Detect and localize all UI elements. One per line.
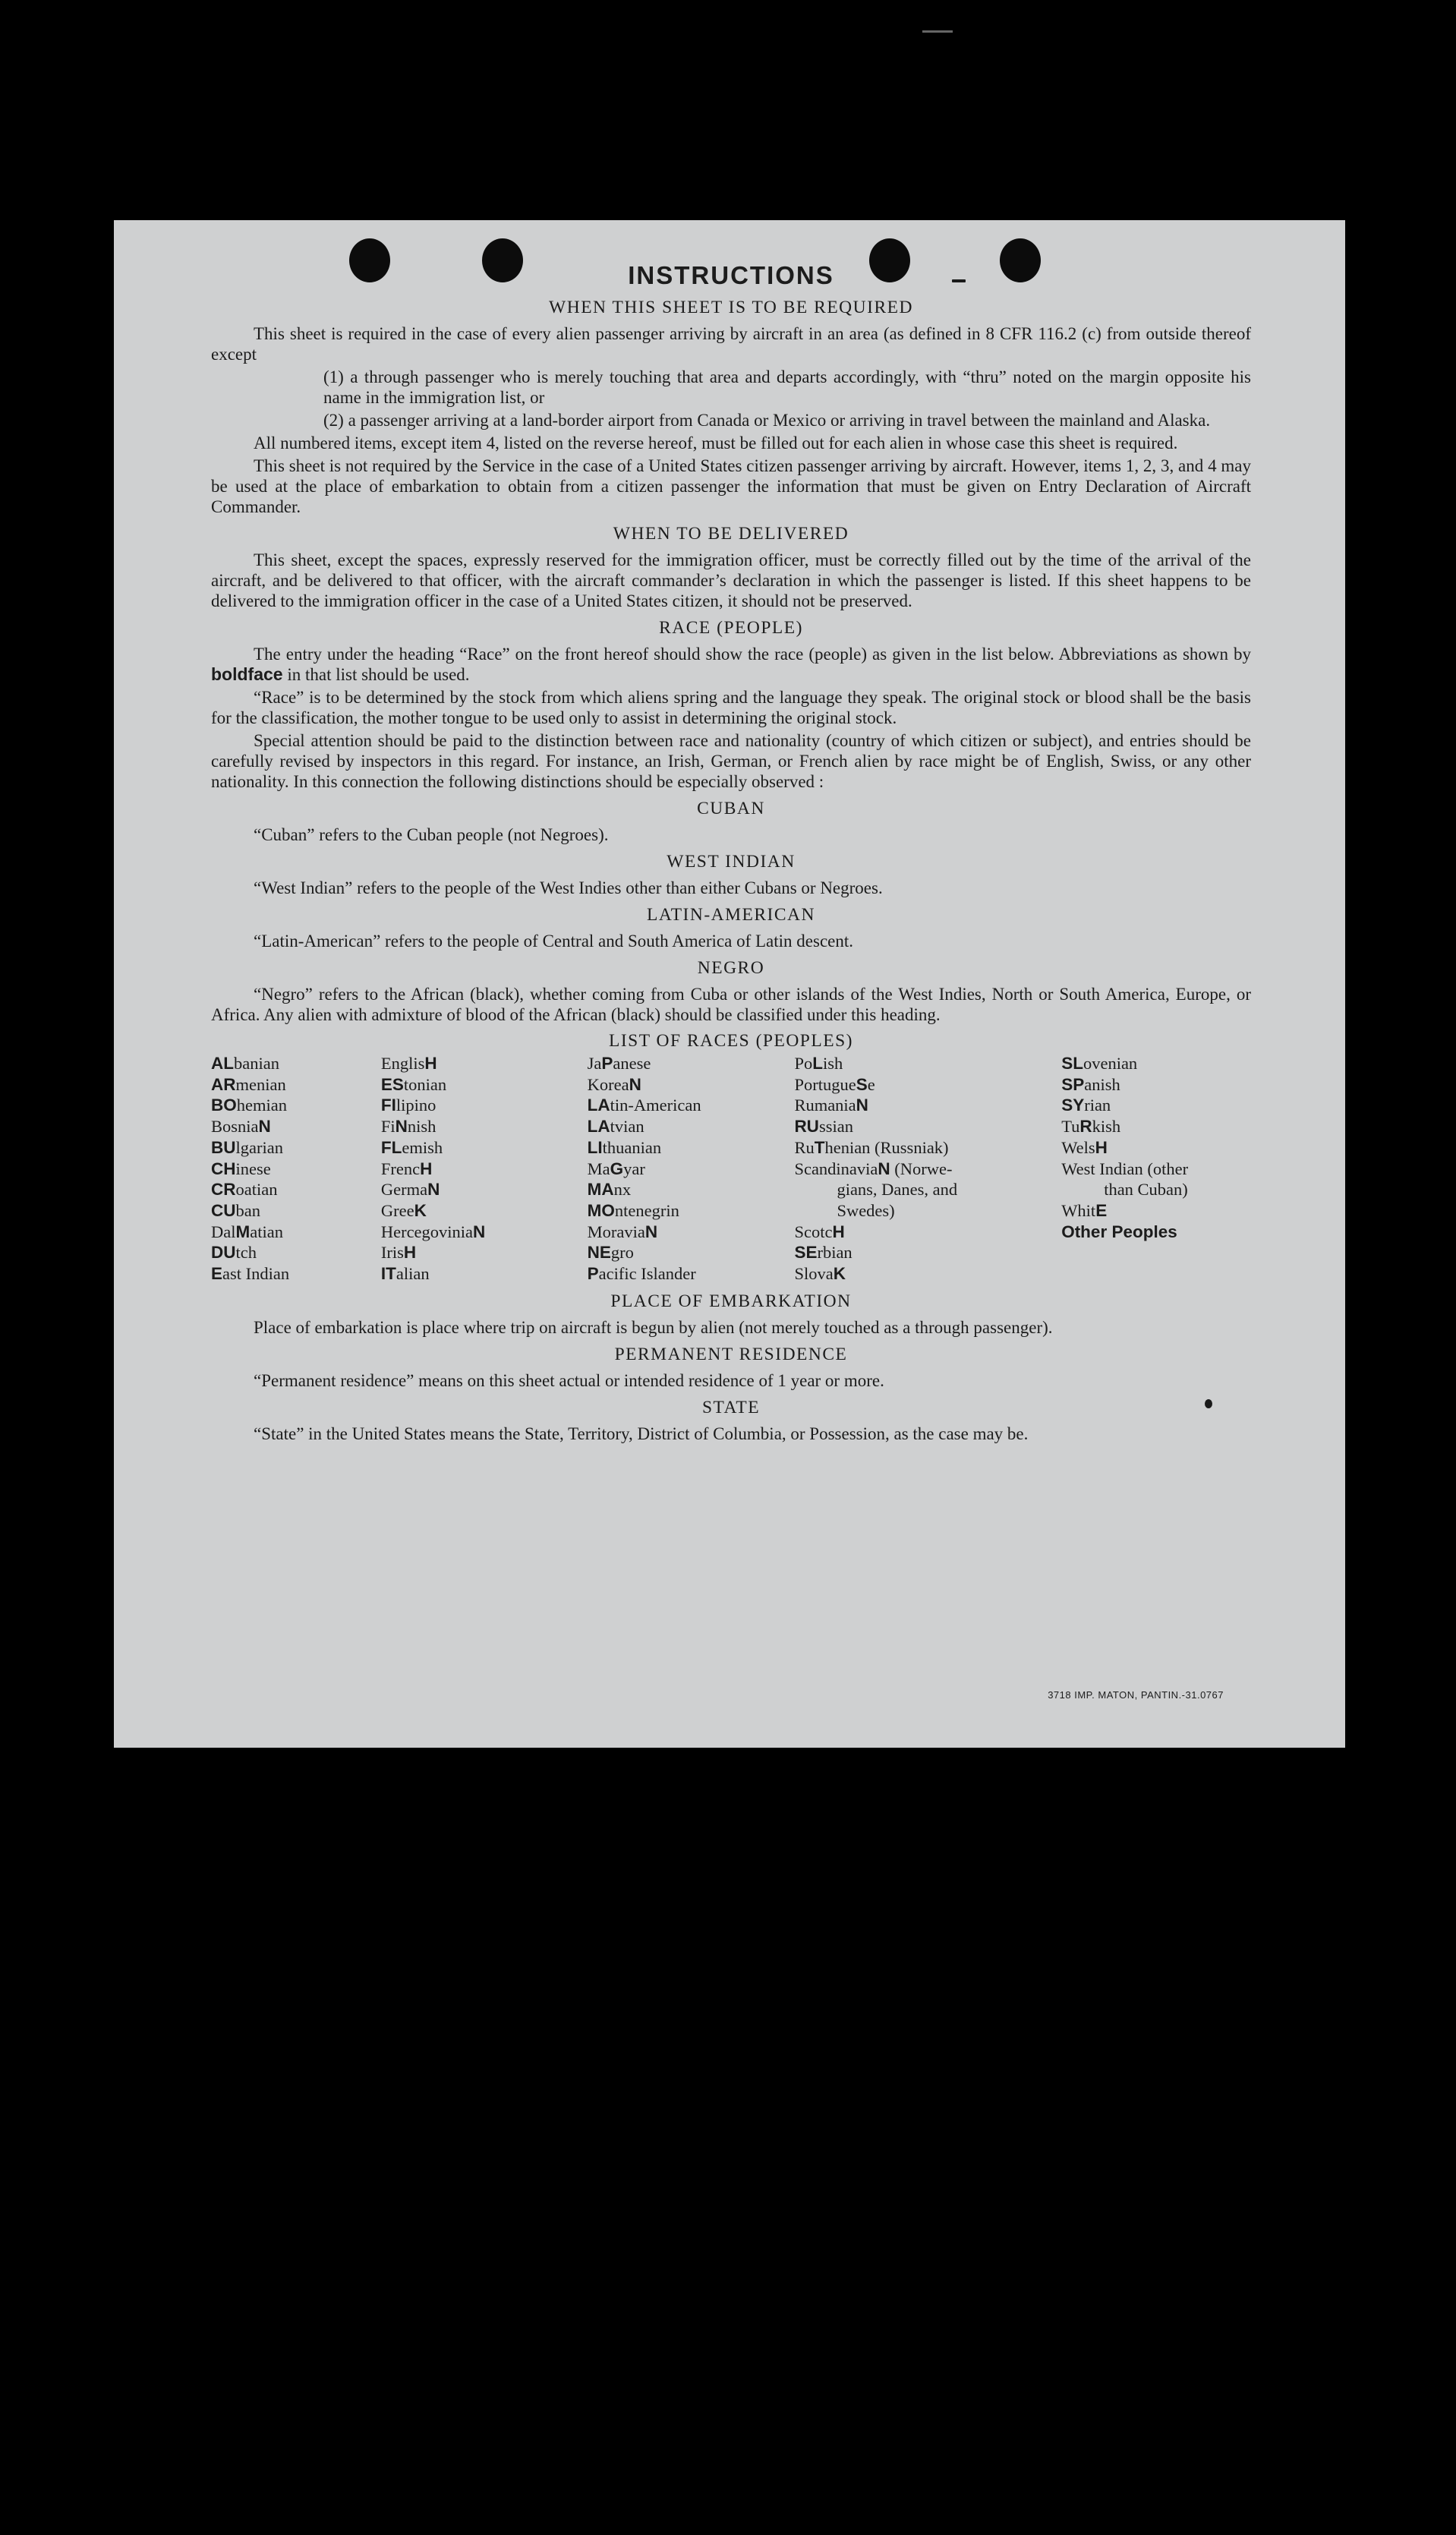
paragraph: “Negro” refers to the African (black), whether coming from Cuba or other islands of the West Indies, North or South America, Europe, or Africa. Any alien with admixture of blood of the African (black) should be classified under this heading. [211, 985, 1251, 1024]
race-entry: gians, Danes, and [837, 1180, 958, 1200]
paragraph: “Race” is to be determined by the stock from which aliens spring and the language they speak. The original stock or blood shall be the basis for the classification, the mother tongue to be used only to assist in determining the original stock. [211, 688, 1251, 727]
race-entry: WhitE [1061, 1200, 1108, 1220]
list-item: (2) a passenger arriving at a land-border airport from Canada or Mexico or arriving in travel between the mainland and Alaska. [323, 411, 1211, 430]
paragraph: “West Indian” refers to the people of the West Indies other than either Cubans or Negroes. [254, 878, 883, 897]
heading-west-indian: WEST INDIAN [667, 852, 796, 872]
heading-residence: PERMANENT RESIDENCE [614, 1344, 848, 1364]
race-entry: FrencH [380, 1159, 433, 1178]
race-column [211, 1053, 381, 1285]
race-entry: NEgro [587, 1243, 634, 1263]
heading-negro: NEGRO [697, 958, 765, 978]
race-entry: SLovenian [1061, 1054, 1138, 1073]
paragraph: Special attention should be paid to the distinction between race and nationality (country of which citizen or subject), and entries should be carefully revised by inspectors in this regard. For instance, an Irish, German, or French alien by race might be of English, Swiss, or any other nationality. In this connection the following distinctions should be especially observed : [211, 731, 1251, 791]
race-entry: BUlgarian [211, 1137, 283, 1157]
race-entry: ITalian [380, 1264, 430, 1284]
text: in that list should be used. [287, 665, 470, 684]
text: The entry under the heading “Race” on the front hereof should show the race (people) as given in the list below. Abbreviations as shown by [254, 645, 1251, 664]
heading-when-delivered: WHEN TO BE DELIVERED [613, 524, 849, 544]
smudge [952, 279, 966, 282]
race-entry: CHinese [211, 1159, 271, 1178]
race-entry: RUssian [794, 1117, 853, 1137]
race-entry: EnglisH [380, 1054, 437, 1073]
race-entry: CRoatian [211, 1180, 278, 1200]
paragraph: Place of embarkation is place where trip on aircraft is begun by alien (not merely touched as a through passenger). [254, 1317, 1053, 1337]
list-item: (1) a through passenger who is merely touching that area and departs accordingly, with “thru” noted on the margin opposite his name in the immigration list, or [323, 367, 1251, 407]
page-title: INSTRUCTIONS [628, 261, 834, 289]
document-page [114, 220, 1345, 1748]
race-entry: MaGyar [587, 1159, 645, 1178]
race-entry: ScandinaviaN (Norwe- [794, 1159, 953, 1178]
punch-hole [349, 238, 390, 282]
race-entry: West Indian (other [1061, 1159, 1189, 1178]
race-entry: Swedes) [837, 1200, 895, 1220]
race-entry: RumaniaN [794, 1096, 868, 1115]
heading-race: RACE (PEOPLE) [659, 618, 803, 638]
heading-latin-american: LATIN-AMERICAN [646, 905, 816, 925]
race-entry: than Cuban) [1104, 1180, 1188, 1200]
paragraph: This sheet is not required by the Service in the case of a United States citizen passenger arriving by aircraft. However, items 1, 2, 3, and 4 may be used at the place of embarkation to obtain from a citizen passenger the information that must be given on Entry Declaration of Aircraft Commander. [211, 456, 1251, 516]
race-entry: JaPanese [587, 1054, 651, 1073]
race-entry: BosniaN [211, 1117, 271, 1137]
race-entry: SlovaK [794, 1264, 846, 1284]
race-entry: MoraviaN [587, 1222, 658, 1241]
race-entry: East Indian [211, 1264, 290, 1284]
paragraph: This sheet, except the spaces, expressly reserved for the immigration officer, must be correctly filled out by the time of the arrival of the aircraft, and be delivered to that officer, with the aircraft commander’s declaration in which the passenger is listed. If this sheet happens to be delivered to the immigration officer in the case of a United States citizen, it should not be preserved. [211, 550, 1251, 610]
punch-hole [1000, 238, 1041, 282]
heading-when-required: WHEN THIS SHEET IS TO BE REQUIRED [549, 298, 913, 317]
race-entry: ALbanian [211, 1054, 279, 1073]
race-entry: SYrian [1061, 1096, 1111, 1115]
paragraph: This sheet is required in the case of every alien passenger arriving by aircraft in an area (as defined in 8 CFR 116.2 (c) from outside thereof except [211, 324, 1251, 364]
race-entry: DalMatian [211, 1222, 283, 1241]
race-entry: TuRkish [1061, 1117, 1121, 1137]
paragraph: “Latin-American” refers to the people of Central and South America of Latin descent. [254, 932, 853, 951]
film-mark [922, 30, 953, 33]
race-entry: ScotcH [794, 1222, 845, 1241]
paragraph: “State” in the United States means the State, Territory, District of Columbia, or Possession, as the case may be. [254, 1424, 1029, 1443]
printer-imprint: 3718 IMP. MATON, PANTIN.-31.0767 [1048, 1689, 1224, 1701]
paragraph [211, 644, 1251, 685]
race-entry: FiNnish [380, 1117, 436, 1137]
paragraph: “Permanent residence” means on this sheet actual or intended residence of 1 year or more. [254, 1370, 884, 1390]
race-entry: LIthuanian [587, 1137, 662, 1157]
race-column [588, 1053, 795, 1285]
smudge [1205, 1399, 1212, 1408]
paragraph: “Cuban” refers to the Cuban people (not Negroes). [254, 825, 609, 844]
race-entry: MAnx [587, 1180, 632, 1200]
heading-embarkation: PLACE OF EMBARKATION [610, 1291, 852, 1311]
race-entry: PoLish [794, 1054, 843, 1073]
punch-hole [869, 238, 910, 282]
race-entry: FLemish [380, 1137, 443, 1157]
race-entry: KoreaN [587, 1074, 641, 1094]
race-entry: RuThenian (Russniak) [794, 1137, 949, 1157]
race-entry: IrisH [380, 1243, 417, 1263]
race-entry: BOhemian [211, 1096, 287, 1115]
punch-hole [482, 238, 523, 282]
race-entry: SPanish [1061, 1074, 1120, 1094]
race-entry: SErbian [794, 1243, 852, 1263]
heading-cuban: CUBAN [697, 799, 765, 818]
race-list [211, 1053, 1251, 1285]
race-entry: Other Peoples [1061, 1222, 1177, 1241]
boldface-word: boldface [211, 664, 283, 684]
race-entry: WelsH [1061, 1137, 1108, 1157]
race-entry: ARmenian [211, 1074, 286, 1094]
race-entry: CUban [211, 1200, 260, 1220]
race-column [1061, 1053, 1251, 1285]
race-entry: DUtch [211, 1243, 257, 1263]
race-entry: FIlipino [380, 1096, 436, 1115]
race-entry: Pacific Islander [587, 1264, 696, 1284]
heading-state: STATE [701, 1397, 761, 1417]
paragraph: All numbered items, except item 4, listed on the reverse hereof, must be filled out for each alien in whose case this sheet is required. [254, 434, 1178, 452]
race-entry: HercegoviniaN [380, 1222, 486, 1241]
race-entry: EStonian [380, 1074, 447, 1094]
race-entry: GreeK [380, 1200, 427, 1220]
heading-list-of-races: LIST OF RACES (PEOPLES) [609, 1031, 853, 1051]
race-entry: LAtin-American [587, 1096, 701, 1115]
race-entry: GermaN [380, 1180, 440, 1200]
race-column [794, 1053, 1061, 1285]
race-entry: PortugueSe [794, 1074, 875, 1094]
race-entry: LAtvian [587, 1117, 644, 1137]
race-column [381, 1053, 588, 1285]
race-entry: MOntenegrin [587, 1200, 679, 1220]
